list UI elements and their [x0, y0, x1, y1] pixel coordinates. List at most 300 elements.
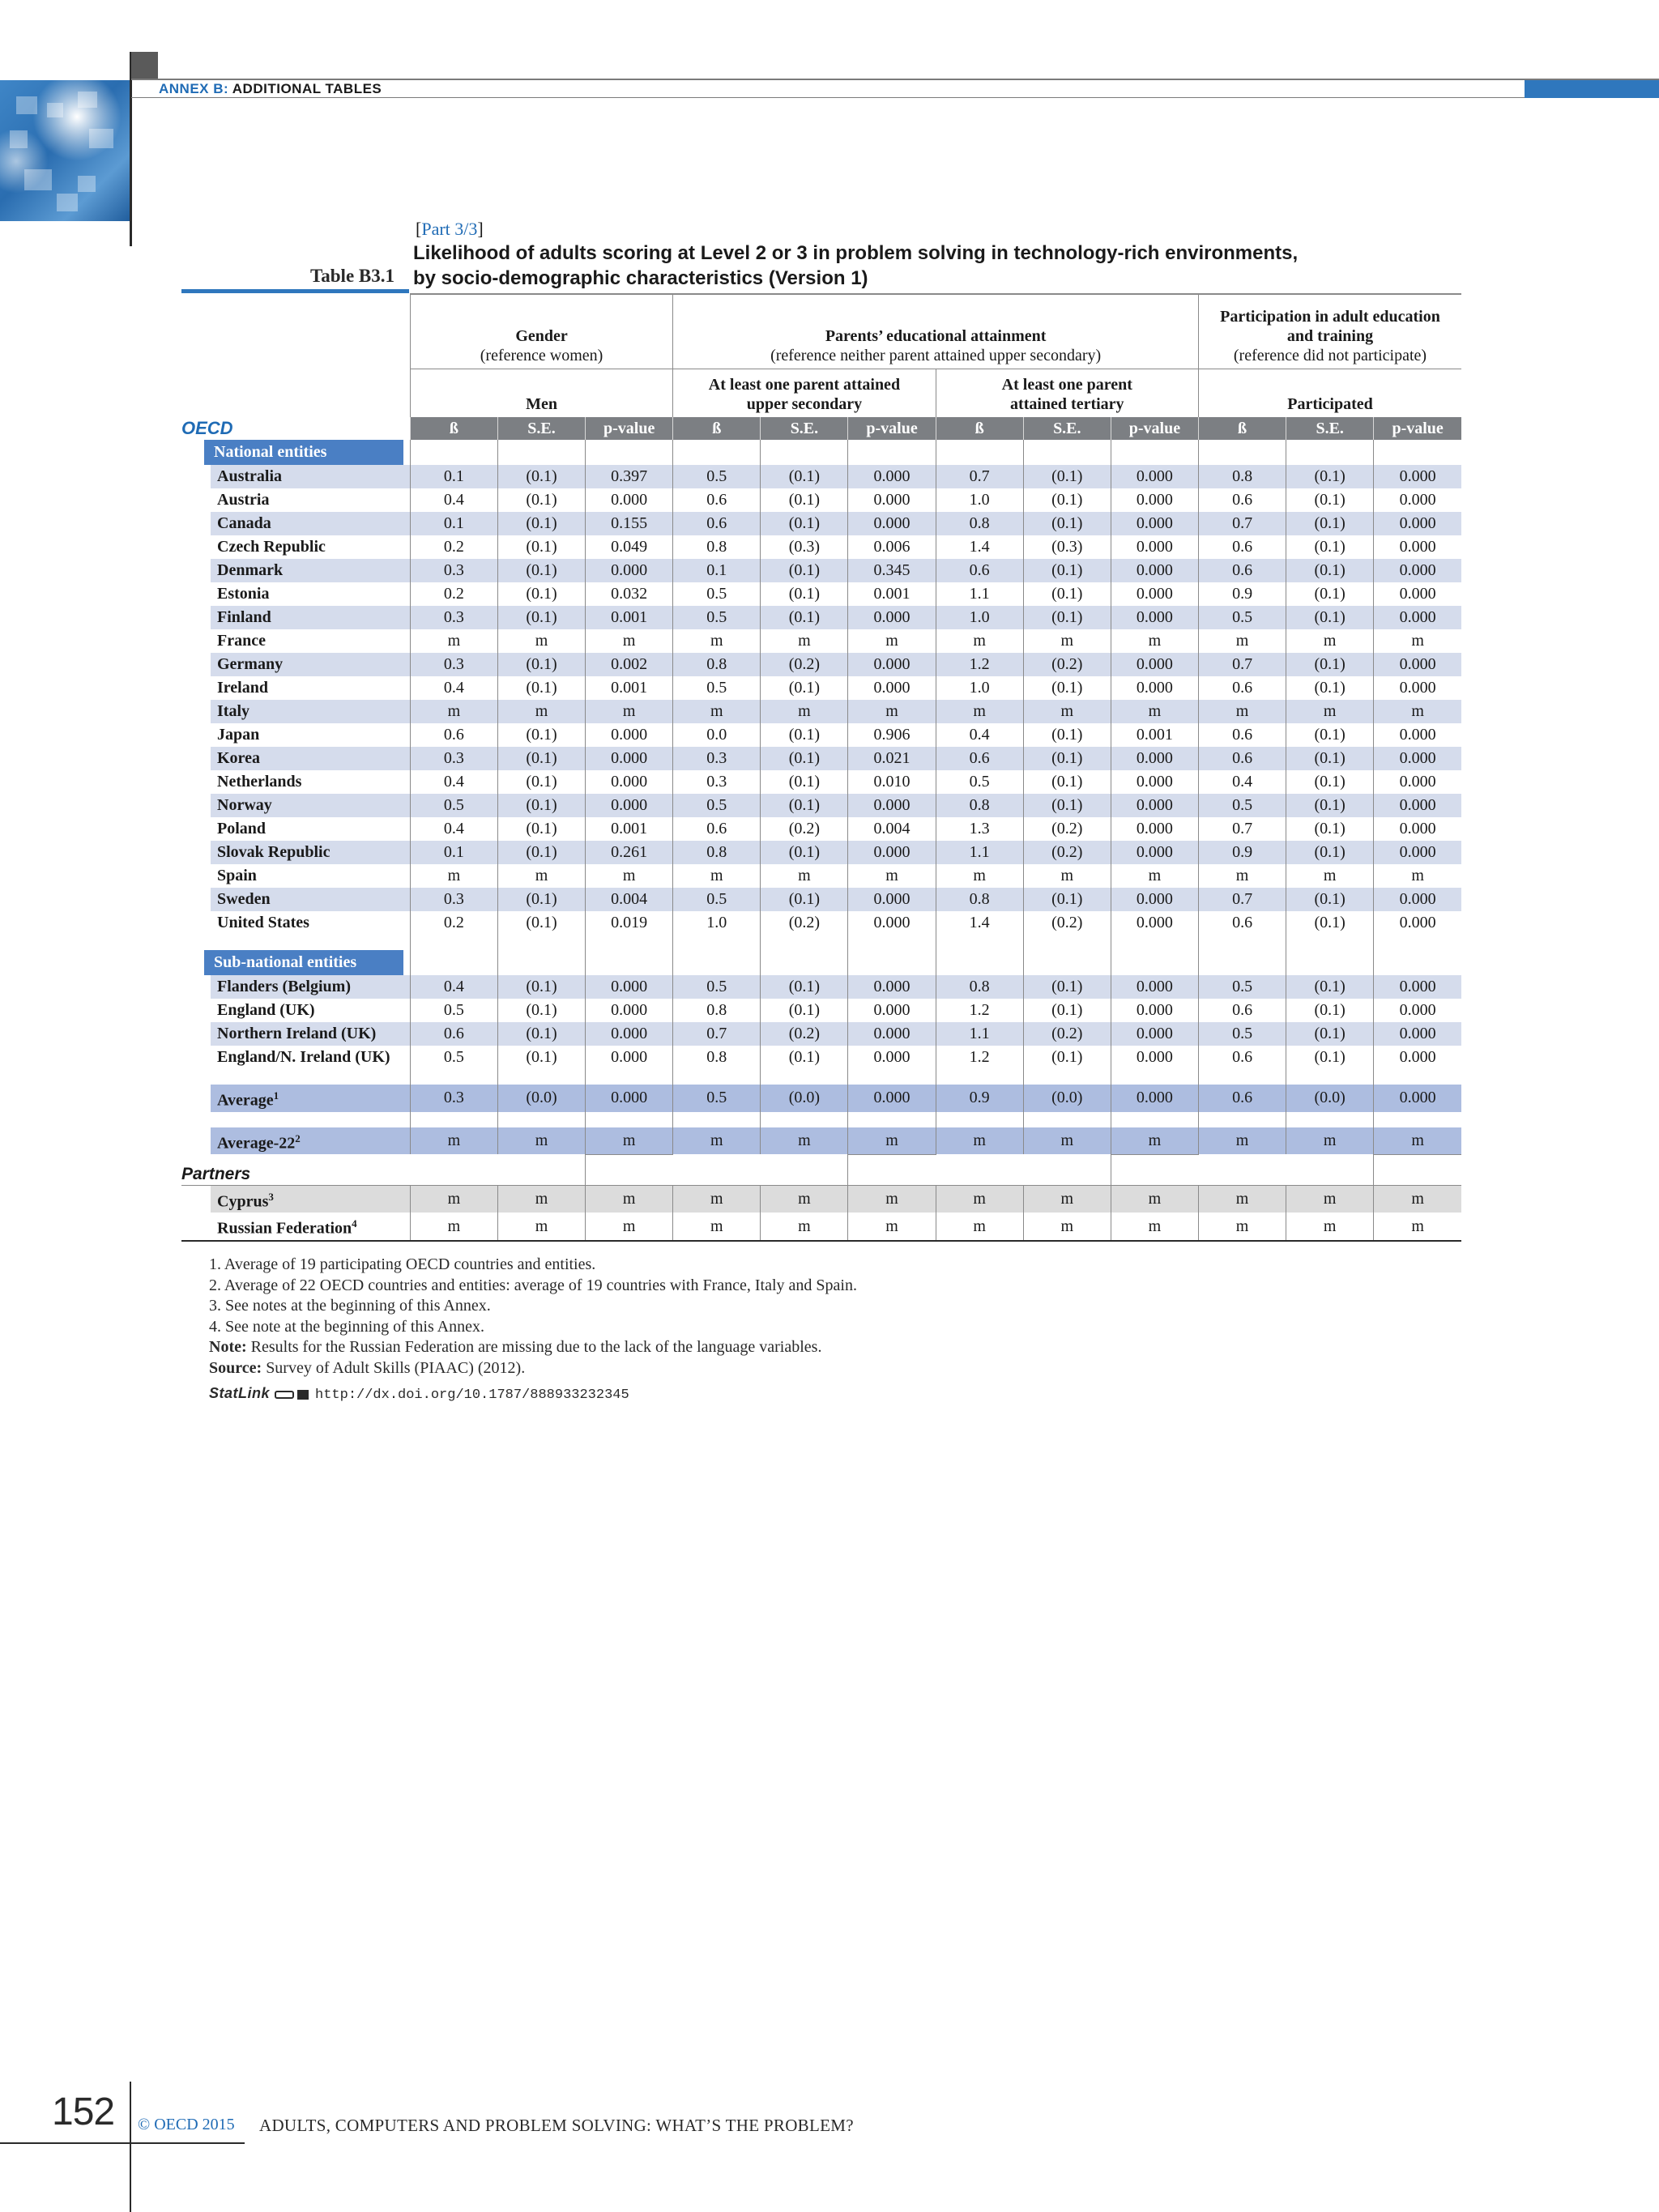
row-label: Germany — [181, 653, 410, 676]
table-cell: m — [586, 1213, 673, 1241]
col-header-beta: ß — [673, 417, 761, 440]
table-cell: 0.000 — [1374, 770, 1461, 794]
table-row — [181, 559, 1461, 582]
table-cell: 0.032 — [586, 582, 673, 606]
table-cell: 0.000 — [848, 975, 936, 999]
table-cell: m — [673, 1213, 761, 1241]
row-label: Estonia — [217, 585, 270, 603]
table-cell: 0.5 — [673, 606, 761, 629]
header-row-groups — [181, 294, 1461, 369]
col-header-beta: ß — [410, 417, 497, 440]
table-cell: 1.1 — [936, 841, 1023, 864]
table-cell: m — [410, 629, 497, 653]
table-cell: 0.000 — [1374, 606, 1461, 629]
table-cell: m — [1286, 1213, 1374, 1241]
subgroup-participated: Participated — [1199, 369, 1462, 417]
table-cell: 0.8 — [673, 841, 761, 864]
table-cell: (0.1) — [1286, 747, 1374, 770]
table-cell: m — [673, 864, 761, 888]
table-cell: 0.049 — [586, 535, 673, 559]
table-cell: 0.8 — [1199, 465, 1286, 488]
header-bottom-rule — [131, 97, 1525, 98]
table-cell: 0.5 — [673, 582, 761, 606]
table-cell: m — [1023, 1185, 1111, 1213]
table-cell: (0.2) — [1023, 911, 1111, 935]
table-cell: m — [1199, 1213, 1286, 1241]
table-cell: (0.1) — [1023, 512, 1111, 535]
table-cell: m — [497, 1213, 585, 1241]
table-cell: m — [1023, 1127, 1111, 1155]
table-cell: 0.6 — [1199, 911, 1286, 935]
table-cell: 0.000 — [1111, 911, 1198, 935]
table-cell: 1.0 — [936, 488, 1023, 512]
table-cell: 0.002 — [586, 653, 673, 676]
table-cell: m — [1199, 864, 1286, 888]
table-cell: m — [1286, 1185, 1374, 1213]
table-cell: 0.000 — [1111, 770, 1198, 794]
table-cell: m — [1111, 1213, 1198, 1241]
table-cell: 0.3 — [410, 888, 497, 911]
table-cell: m — [497, 864, 585, 888]
table-cell: m — [410, 1185, 497, 1213]
table-cell: (0.1) — [497, 747, 585, 770]
table-cell: m — [1374, 864, 1461, 888]
table-cell: (0.3) — [761, 535, 848, 559]
table-cell: 0.001 — [586, 817, 673, 841]
table-cell: 0.000 — [586, 999, 673, 1022]
table-cell: 0.0 — [673, 723, 761, 747]
table-cell: (0.1) — [761, 770, 848, 794]
table-row — [181, 794, 1461, 817]
table-cell: (0.1) — [1286, 465, 1374, 488]
table-cell: m — [1374, 1213, 1461, 1241]
table-cell: 0.000 — [1111, 582, 1198, 606]
table-cell: 0.000 — [1111, 559, 1198, 582]
table-cell: 0.000 — [1111, 999, 1198, 1022]
table-cell: m — [848, 700, 936, 723]
table-cell: (0.1) — [497, 999, 585, 1022]
table-cell: 0.4 — [410, 975, 497, 999]
table-cell: (0.1) — [761, 723, 848, 747]
table-cell: 0.6 — [1199, 535, 1286, 559]
table-cell: (0.1) — [1023, 676, 1111, 700]
row-label: Denmark — [181, 559, 410, 582]
header-row-columns — [181, 417, 1461, 440]
table-cell: (0.1) — [497, 1022, 585, 1046]
table-cell: 0.906 — [848, 723, 936, 747]
col-header-se: S.E. — [1286, 417, 1374, 440]
table-cell: m — [1374, 1185, 1461, 1213]
row-label: United States — [217, 914, 309, 931]
table-cell: 0.000 — [1374, 841, 1461, 864]
table-number: Table B3.1 — [310, 266, 394, 286]
table-cell: 0.000 — [586, 488, 673, 512]
table-cell: m — [1023, 700, 1111, 723]
table-cell: (0.1) — [1286, 1022, 1374, 1046]
table-cell: 0.000 — [1374, 794, 1461, 817]
table-cell: 0.000 — [1111, 747, 1198, 770]
table-cell: 0.8 — [936, 794, 1023, 817]
table-cell: (0.1) — [1286, 975, 1374, 999]
table-cell: 0.5 — [673, 975, 761, 999]
table-cell: (0.1) — [497, 676, 585, 700]
statlink-url[interactable]: http://dx.doi.org/10.1787/888933232345 — [315, 1387, 629, 1403]
table-cell: 0.000 — [848, 512, 936, 535]
table-cell: 0.3 — [410, 606, 497, 629]
table-cell: 0.000 — [1374, 465, 1461, 488]
table-cell: 0.000 — [1374, 1085, 1461, 1112]
table-row — [181, 488, 1461, 512]
table-cell: (0.1) — [761, 888, 848, 911]
table-cell: 0.000 — [1111, 535, 1198, 559]
partners-label: Partners — [181, 1164, 251, 1183]
table-cell: 0.000 — [1111, 841, 1198, 864]
table-cell: 0.000 — [1111, 794, 1198, 817]
spacer-row — [181, 935, 1461, 950]
table-cell: (0.2) — [1023, 817, 1111, 841]
table-row — [181, 676, 1461, 700]
table-cell: 0.000 — [1111, 817, 1198, 841]
table-cell: m — [936, 1213, 1023, 1241]
table-cell: m — [1023, 629, 1111, 653]
header-row-subgroups — [181, 369, 1461, 417]
table-title-line2: by socio-demographic characteristics (Version 1) — [413, 267, 868, 289]
table-cell: (0.1) — [1023, 559, 1111, 582]
col-header-se: S.E. — [1023, 417, 1111, 440]
table-cell: (0.1) — [761, 841, 848, 864]
table-cell: m — [586, 864, 673, 888]
row-label: Canada — [181, 512, 410, 535]
table-cell: 0.7 — [1199, 512, 1286, 535]
table-cell: (0.1) — [1286, 653, 1374, 676]
table-cell: 0.000 — [1374, 559, 1461, 582]
table-cell: 1.4 — [936, 911, 1023, 935]
table-cell: (0.1) — [1023, 999, 1111, 1022]
table-cell: 0.5 — [1199, 794, 1286, 817]
table-cell: (0.2) — [761, 653, 848, 676]
note-2: 2. Average of 22 OECD countries and entities: average of 19 countries with France, Italy and Spain. — [209, 1276, 857, 1294]
table-cell: m — [1286, 700, 1374, 723]
table-cell: (0.1) — [761, 582, 848, 606]
table-cell: (0.0) — [1023, 1085, 1111, 1112]
table-cell: 0.000 — [848, 1085, 936, 1112]
table-cell: m — [761, 1127, 848, 1155]
table-cell: 0.000 — [848, 1022, 936, 1046]
table-row — [181, 653, 1461, 676]
table-cell: 0.3 — [410, 653, 497, 676]
group-gender: Gender (reference women) — [410, 294, 672, 369]
table-cell: (0.1) — [1023, 606, 1111, 629]
table-cell: 0.000 — [1111, 888, 1198, 911]
table-cell: 0.6 — [673, 488, 761, 512]
table-cell: 0.6 — [936, 747, 1023, 770]
table-cell: (0.1) — [1286, 1046, 1374, 1069]
table-row — [181, 999, 1461, 1022]
table-cell: 0.000 — [848, 488, 936, 512]
col-header-p-value: p-value — [1111, 417, 1198, 440]
table-row — [181, 1127, 1461, 1155]
table-cell: 0.000 — [848, 841, 936, 864]
table-cell: 0.7 — [673, 1022, 761, 1046]
table-cell: 0.000 — [586, 559, 673, 582]
source-line: Source: Survey of Adult Skills (PIAAC) (2012). — [209, 1358, 526, 1377]
table-cell: m — [1286, 629, 1374, 653]
table-row — [181, 1185, 1461, 1213]
table-cell: 0.5 — [673, 1085, 761, 1112]
table-cell: 0.5 — [410, 794, 497, 817]
table-cell: 0.8 — [936, 975, 1023, 999]
table-cell: m — [586, 629, 673, 653]
table-cell: 0.7 — [1199, 817, 1286, 841]
table-cell: m — [848, 1127, 936, 1155]
table-cell: m — [1111, 1185, 1198, 1213]
table-row — [181, 770, 1461, 794]
table-row — [181, 1213, 1461, 1241]
table-cell: 0.000 — [586, 794, 673, 817]
table-cell: 0.000 — [1374, 676, 1461, 700]
table-row — [181, 512, 1461, 535]
table-cell: (0.1) — [497, 770, 585, 794]
col-header-beta: ß — [936, 417, 1023, 440]
row-label: Poland — [217, 820, 267, 837]
table-title — [413, 241, 1298, 291]
table-cell: (0.2) — [761, 1022, 848, 1046]
table-cell: 0.4 — [936, 723, 1023, 747]
header-vertical-rule — [130, 52, 132, 246]
note-general: Note: Results for the Russian Federation are missing due to the lack of the language variables. — [209, 1338, 822, 1356]
table-cell: 0.000 — [1111, 512, 1198, 535]
table-cell: 0.1 — [410, 465, 497, 488]
table-row — [181, 911, 1461, 935]
table-cell: 0.5 — [673, 794, 761, 817]
table-cell: 0.4 — [410, 676, 497, 700]
header-gray-square — [131, 52, 158, 79]
table-cell: m — [936, 629, 1023, 653]
table-cell: 0.000 — [586, 770, 673, 794]
table-cell: (0.1) — [1023, 488, 1111, 512]
footer-book-title: ADULTS, COMPUTERS AND PROBLEM SOLVING: WHAT’S THE PROBLEM? — [259, 2116, 854, 2135]
table-row — [181, 747, 1461, 770]
table-cell: 0.000 — [1111, 1022, 1198, 1046]
table-cell: m — [1374, 1127, 1461, 1155]
table-cell: 0.4 — [410, 488, 497, 512]
table-cell: 0.5 — [410, 1046, 497, 1069]
table-cell: 1.0 — [936, 606, 1023, 629]
table-cell: 0.000 — [586, 975, 673, 999]
table-cell: 0.004 — [848, 817, 936, 841]
table-row — [181, 1085, 1461, 1112]
table-cell: 0.5 — [1199, 1022, 1286, 1046]
row-label: Flanders (Belgium) — [181, 975, 410, 999]
table-row — [181, 1046, 1461, 1069]
table-cell: 0.6 — [1199, 559, 1286, 582]
table-cell: 0.000 — [1374, 1046, 1461, 1069]
table-cell: m — [497, 1127, 585, 1155]
table-cell: (0.1) — [497, 841, 585, 864]
table-cell: 0.010 — [848, 770, 936, 794]
table-cell: 0.004 — [586, 888, 673, 911]
table-cell: m — [848, 1213, 936, 1241]
partners-header-row — [181, 1154, 1461, 1185]
row-label: Australia — [181, 465, 410, 488]
table-cell: (0.2) — [1023, 841, 1111, 864]
table-cell: (0.1) — [1286, 911, 1374, 935]
table-cell: (0.1) — [497, 975, 585, 999]
table-cell: (0.1) — [497, 559, 585, 582]
note-3: 3. See notes at the beginning of this Annex. — [209, 1297, 491, 1315]
table-cell: 1.2 — [936, 653, 1023, 676]
table-cell: m — [936, 700, 1023, 723]
table-cell: 0.6 — [936, 559, 1023, 582]
table-cell: (0.1) — [497, 723, 585, 747]
table-cell: 0.4 — [410, 770, 497, 794]
statlink-line — [209, 1383, 857, 1406]
table-row — [181, 535, 1461, 559]
table-cell: (0.1) — [1286, 559, 1374, 582]
table-cell: 0.000 — [1374, 488, 1461, 512]
table-cell: (0.1) — [1286, 488, 1374, 512]
row-label: Netherlands — [217, 773, 302, 791]
subgroup-tertiary: At least one parent attained tertiary — [936, 369, 1198, 417]
table-cell: (0.1) — [1286, 794, 1374, 817]
table-cell: (0.1) — [497, 1046, 585, 1069]
oecd-label: OECD — [181, 417, 410, 440]
table-cell: 0.5 — [673, 465, 761, 488]
table-cell: m — [1111, 629, 1198, 653]
col-header-beta: ß — [1199, 417, 1286, 440]
table-cell: m — [410, 1127, 497, 1155]
row-label: Italy — [181, 700, 410, 723]
table-cell: 0.7 — [936, 465, 1023, 488]
col-header-p-value: p-value — [848, 417, 936, 440]
table-cell: 0.000 — [848, 999, 936, 1022]
spacer-row — [181, 1069, 1461, 1085]
row-label: Austria — [217, 491, 270, 509]
table-row — [181, 629, 1461, 653]
header-corner — [181, 294, 410, 369]
table-cell: m — [497, 1185, 585, 1213]
table-cell: 0.8 — [673, 653, 761, 676]
table-cell: 0.6 — [1199, 488, 1286, 512]
table-row — [181, 888, 1461, 911]
row-label: Sweden — [181, 888, 410, 911]
table-cell: 0.000 — [1111, 1046, 1198, 1069]
table-row — [181, 723, 1461, 747]
table-cell: (0.1) — [497, 582, 585, 606]
table-cell: (0.1) — [1286, 770, 1374, 794]
table-cell: 0.5 — [673, 888, 761, 911]
table-cell: 0.2 — [410, 911, 497, 935]
table-row — [181, 975, 1461, 999]
table-cell: 0.006 — [848, 535, 936, 559]
table-cell: 0.001 — [1111, 723, 1198, 747]
table-cell: 0.1 — [673, 559, 761, 582]
table-cell: m — [936, 1185, 1023, 1213]
row-label: England/N. Ireland (UK) — [217, 1048, 390, 1066]
table-cell: 0.5 — [410, 999, 497, 1022]
table-cell: 0.000 — [586, 1022, 673, 1046]
table-cell: 1.0 — [673, 911, 761, 935]
table-cell: (0.3) — [1023, 535, 1111, 559]
table-cell: (0.1) — [1286, 676, 1374, 700]
table-cell: m — [1023, 1213, 1111, 1241]
row-label: Finland — [181, 606, 410, 629]
row-label: Japan — [217, 726, 260, 744]
table-cell: 0.6 — [673, 512, 761, 535]
table-cell: 0.9 — [1199, 582, 1286, 606]
table-cell: m — [848, 629, 936, 653]
table-cell: 0.7 — [1199, 888, 1286, 911]
table-cell: (0.1) — [497, 653, 585, 676]
table-cell: 0.261 — [586, 841, 673, 864]
table-cell: 0.000 — [1111, 488, 1198, 512]
table-cell: 0.000 — [848, 465, 936, 488]
table-cell: (0.1) — [1286, 512, 1374, 535]
data-table — [181, 293, 1461, 1242]
table-cell: (0.1) — [761, 1046, 848, 1069]
table-cell: m — [761, 1213, 848, 1241]
table-cell: 0.000 — [848, 606, 936, 629]
row-label: Russian Federation$^4$ — [181, 1213, 410, 1241]
table-cell: (0.1) — [761, 559, 848, 582]
table-cell: m — [848, 1185, 936, 1213]
table-cell: 0.8 — [936, 512, 1023, 535]
table-cell: 1.2 — [936, 1046, 1023, 1069]
table-cell: 0.000 — [586, 1085, 673, 1112]
table-cell: (0.1) — [1023, 888, 1111, 911]
row-label: France — [217, 632, 266, 650]
table-row — [181, 582, 1461, 606]
table-cell: m — [761, 629, 848, 653]
row-label: Norway — [181, 794, 410, 817]
table-cell: (0.2) — [1023, 653, 1111, 676]
table-cell: 0.000 — [1111, 975, 1198, 999]
table-cell: m — [848, 864, 936, 888]
table-cell: 0.000 — [1374, 653, 1461, 676]
table-cell: 0.9 — [936, 1085, 1023, 1112]
table-cell: 0.000 — [1374, 975, 1461, 999]
table-cell: m — [410, 864, 497, 888]
table-cell: 0.000 — [1111, 1085, 1198, 1112]
table-cell: (0.1) — [761, 999, 848, 1022]
table-notes — [209, 1255, 857, 1406]
table-cell: 0.000 — [1374, 723, 1461, 747]
table-cell: 0.8 — [673, 1046, 761, 1069]
row-label: England (UK) — [217, 1001, 315, 1019]
table-cell: (0.1) — [1286, 723, 1374, 747]
col-header-se: S.E. — [761, 417, 848, 440]
table-cell: 0.5 — [673, 676, 761, 700]
table-cell: (0.2) — [761, 911, 848, 935]
table-cell: (0.1) — [497, 488, 585, 512]
table-cell: m — [1111, 700, 1198, 723]
table-cell: 0.8 — [936, 888, 1023, 911]
table-cell: m — [761, 700, 848, 723]
table-cell: 0.5 — [1199, 975, 1286, 999]
col-header-p-value: p-value — [586, 417, 673, 440]
statlink-icon-block — [297, 1390, 309, 1400]
table-cell: 1.3 — [936, 817, 1023, 841]
table-cell: 0.000 — [848, 653, 936, 676]
table-cell: 1.0 — [936, 676, 1023, 700]
table-cell: (0.1) — [761, 606, 848, 629]
table-row — [181, 606, 1461, 629]
table-cell: m — [761, 1185, 848, 1213]
table-cell: 0.4 — [1199, 770, 1286, 794]
table-cell: 0.000 — [1374, 512, 1461, 535]
table-cell: 0.000 — [1374, 582, 1461, 606]
table-cell: 0.000 — [1111, 465, 1198, 488]
